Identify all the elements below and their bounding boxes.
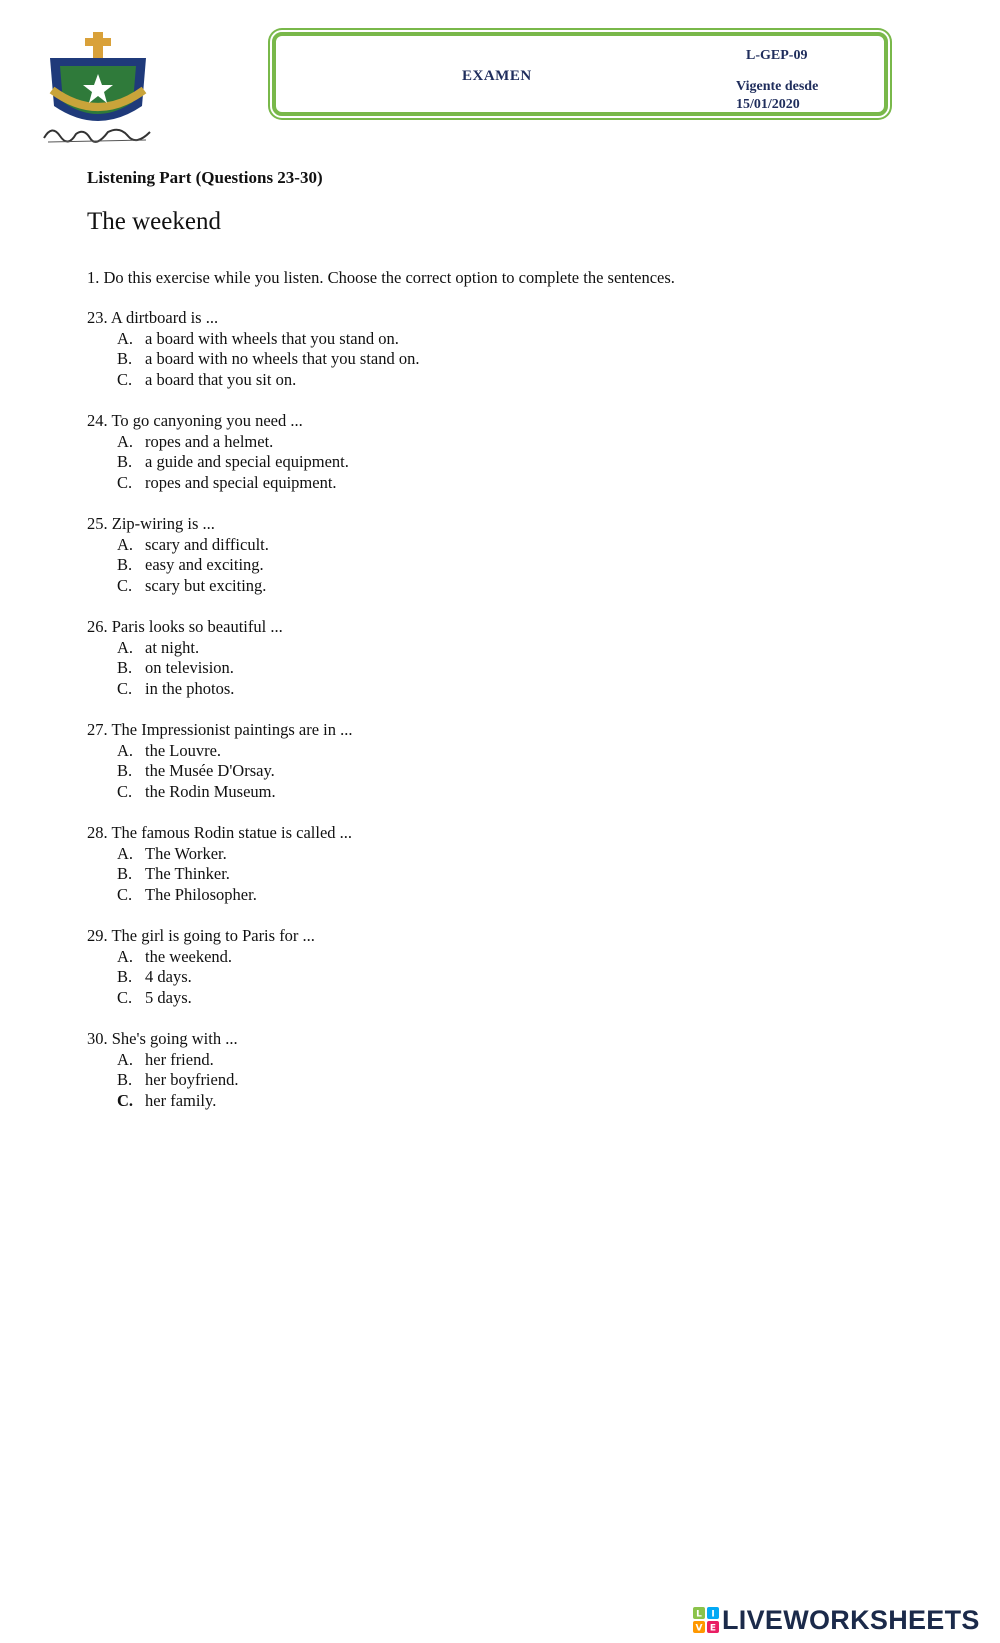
option-letter: A. (117, 1049, 134, 1069)
answer-option[interactable] (87, 555, 907, 576)
option-letter: A. (117, 637, 134, 657)
option-letter: B. (117, 452, 133, 471)
validity-label: Vigente desde (736, 79, 819, 94)
option-letter: B. (117, 349, 133, 368)
option-text: the weekend. (145, 946, 233, 966)
liveworksheets-logo-icon (693, 1607, 719, 1633)
question-item (87, 514, 907, 596)
option-letter: A. (117, 843, 134, 863)
option-text: in the photos. (145, 678, 235, 698)
answer-option[interactable] (87, 864, 907, 885)
validity-info (736, 78, 846, 112)
option-letter: C. (117, 781, 133, 801)
answer-option[interactable] (87, 432, 907, 453)
option-text: on television. (145, 658, 234, 677)
answer-option[interactable] (87, 473, 907, 494)
option-letter: A. (117, 946, 134, 966)
question-list (87, 308, 907, 1132)
question-item (87, 411, 907, 493)
svg-text:L: L (696, 1609, 702, 1620)
option-text: scary but exciting. (145, 575, 267, 595)
option-text: The Thinker. (145, 864, 230, 883)
option-text: the Musée D'Orsay. (145, 761, 275, 780)
option-text: the Louvre. (145, 740, 222, 760)
question-item (87, 823, 907, 905)
answer-option[interactable] (87, 988, 907, 1009)
answer-option[interactable] (87, 885, 907, 906)
answer-option[interactable] (87, 947, 907, 968)
section-title: Listening Part (Questions 23-30) (87, 168, 323, 187)
option-text: a board that you sit on. (145, 369, 297, 389)
question-stem: 29. The girl is going to Paris for ... (87, 926, 315, 945)
option-letter: B. (117, 658, 133, 677)
brand-name: LIVEWORKSHEETS (722, 1604, 980, 1635)
answer-option[interactable] (87, 761, 907, 782)
option-text: a board with wheels that you stand on. (145, 328, 399, 348)
option-letter: C. (117, 678, 133, 698)
option-text: her friend. (145, 1049, 214, 1069)
question-item (87, 1029, 907, 1111)
option-text: 4 days. (145, 967, 192, 986)
svg-text:E: E (709, 1623, 717, 1633)
instruction-text: 1. Do this exercise while you listen. Choose the correct option to complete the sentences. (87, 268, 675, 287)
svg-text:I: I (711, 1609, 715, 1620)
option-text: a guide and special equipment. (145, 452, 349, 471)
answer-option[interactable] (87, 1050, 907, 1071)
validity-date: 15/01/2020 (736, 97, 800, 112)
question-stem: 30. She's going with ... (87, 1029, 238, 1048)
question-item (87, 720, 907, 802)
option-letter: B. (117, 555, 133, 574)
option-text: at night. (145, 637, 200, 657)
exam-header-box (272, 32, 888, 116)
option-letter: B. (117, 967, 133, 986)
option-letter: C. (117, 369, 133, 389)
question-stem: 28. The famous Rodin statue is called ... (87, 823, 353, 842)
header-title: EXAMEN (462, 68, 532, 84)
option-text: scary and difficult. (145, 534, 269, 554)
option-letter: A. (117, 328, 134, 348)
option-letter: C. (117, 472, 133, 492)
answer-option[interactable] (87, 329, 907, 350)
option-text: 5 days. (145, 987, 192, 1007)
answer-option[interactable] (87, 535, 907, 556)
svg-text:V: V (695, 1623, 703, 1633)
option-letter: A. (117, 431, 134, 451)
option-text: ropes and special equipment. (145, 472, 337, 492)
option-text: her boyfriend. (145, 1070, 239, 1089)
question-item (87, 617, 907, 699)
answer-option[interactable] (87, 349, 907, 370)
option-letter: B. (117, 761, 133, 780)
answer-option[interactable] (87, 741, 907, 762)
option-text: her family. (145, 1090, 217, 1110)
question-stem: 24. To go canyoning you need ... (87, 411, 303, 430)
option-letter: B. (117, 1070, 133, 1089)
answer-option[interactable] (87, 967, 907, 988)
option-text: ropes and a helmet. (145, 431, 274, 451)
answer-option[interactable] (87, 452, 907, 473)
answer-option[interactable] (87, 370, 907, 391)
option-letter: C. (117, 987, 133, 1007)
option-letter: A. (117, 534, 134, 554)
liveworksheets-brand (693, 1605, 980, 1635)
answer-option[interactable] (87, 576, 907, 597)
answer-option[interactable] (87, 1070, 907, 1091)
question-item (87, 926, 907, 1008)
answer-option[interactable] (87, 658, 907, 679)
option-text: The Philosopher. (145, 884, 257, 904)
option-text: the Rodin Museum. (145, 781, 276, 801)
answer-option[interactable] (87, 782, 907, 803)
answer-option[interactable] (87, 1091, 907, 1112)
option-letter: A. (117, 740, 134, 760)
answer-option[interactable] (87, 679, 907, 700)
question-item (87, 308, 907, 390)
question-stem: 25. Zip-wiring is ... (87, 514, 215, 533)
option-text: a board with no wheels that you stand on. (145, 349, 420, 368)
page-title: The weekend (87, 208, 221, 235)
option-text: The Worker. (145, 843, 227, 863)
question-stem: 26. Paris looks so beautiful ... (87, 617, 283, 636)
option-letter: B. (117, 864, 133, 883)
answer-option[interactable] (87, 638, 907, 659)
option-letter: C. (117, 1090, 134, 1110)
option-text: easy and exciting. (145, 555, 264, 574)
school-logo (38, 28, 158, 150)
answer-option[interactable] (87, 844, 907, 865)
option-letter: C. (117, 884, 133, 904)
document-code: L-GEP-09 (746, 48, 808, 63)
option-letter: C. (117, 575, 133, 595)
question-stem: 27. The Impressionist paintings are in ... (87, 720, 353, 739)
question-stem: 23. A dirtboard is ... (87, 308, 219, 327)
